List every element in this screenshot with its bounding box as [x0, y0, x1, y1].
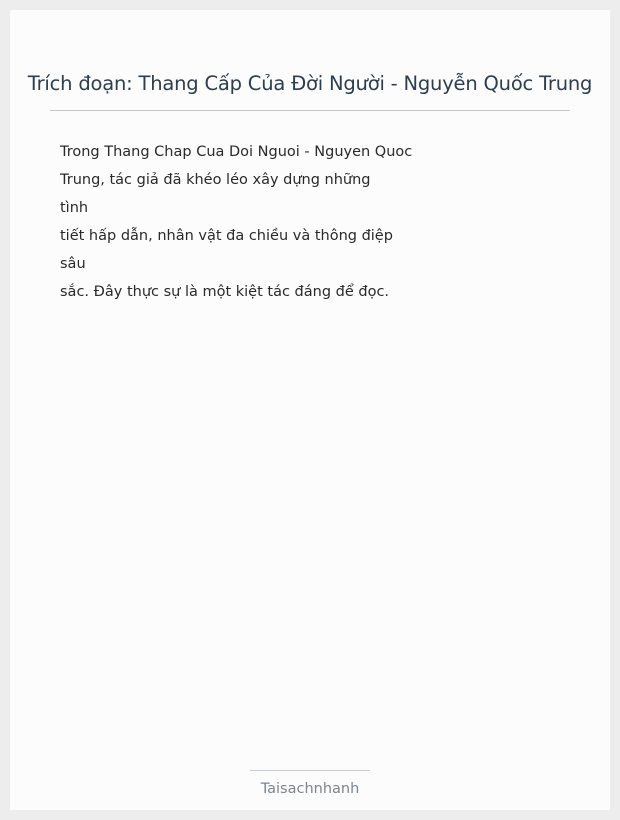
- page-title: Trích đoạn: Thang Cấp Của Đời Người - Nguyễn Quốc Trung: [27, 72, 593, 95]
- body-line: sắc. Đây thực sự là một kiệt tác đáng để đọc.: [60, 284, 390, 300]
- body-line: tình: [60, 200, 89, 216]
- footer-brand: Taisachnhanh: [260, 781, 360, 797]
- title-divider: [50, 110, 570, 111]
- body-line: tiết hấp dẫn, nhân vật đa chiều và thông điệp: [60, 228, 393, 244]
- body-line: Trung, tác giả đã khéo léo xây dựng những: [60, 172, 371, 188]
- footer-divider: [250, 770, 370, 771]
- document-page: [10, 10, 610, 810]
- body-line: sâu: [60, 256, 86, 272]
- body-paragraph: [60, 138, 560, 306]
- body-line: Trong Thang Chap Cua Doi Nguoi - Nguyen Quoc: [60, 144, 413, 160]
